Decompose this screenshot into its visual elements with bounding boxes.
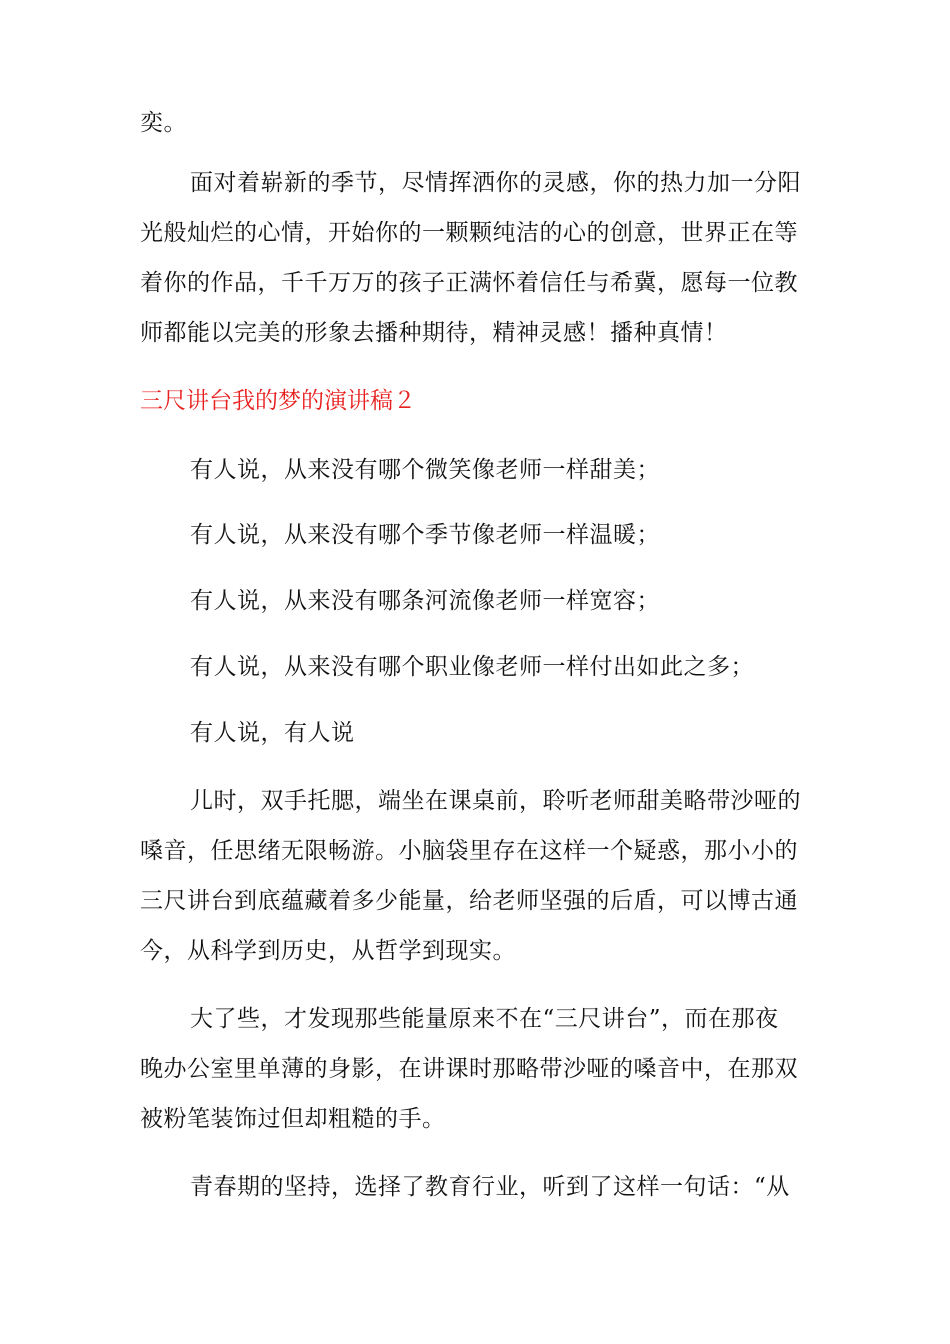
paragraph-line: 面对着崭新的季节，尽情挥洒你的灵感，你的热力加一分阳: [190, 170, 801, 196]
paragraph-line: 有人说，从来没有哪个季节像老师一样温暖；: [190, 522, 660, 548]
paragraph-line: 有人说，从来没有哪条河流像老师一样宽容；: [190, 588, 660, 614]
paragraph-line: 三尺讲台到底蕴藏着多少能量，给老师坚强的后盾，可以博古通: [140, 888, 798, 914]
section-heading: 三尺讲台我的梦的演讲稿２: [140, 388, 416, 414]
paragraph-line: 儿时，双手托腮，端坐在课桌前，聆听老师甜美略带沙哑的: [190, 788, 801, 814]
paragraph-line: 青春期的坚持，选择了教育行业，听到了这样一句话：“从: [190, 1174, 790, 1200]
paragraph-line: 着你的作品，千千万万的孩子正满怀着信任与希冀，愿每一位教: [140, 270, 798, 296]
paragraph-line: 今，从科学到历史，从哲学到现实。: [140, 938, 516, 964]
paragraph-line: 嗓音，任思绪无限畅游。小脑袋里存在这样一个疑惑，那小小的: [140, 838, 798, 864]
paragraph-line: 被粉笔装饰过但却粗糙的手。: [140, 1106, 446, 1132]
paragraph-line: 有人说，有人说: [190, 720, 355, 746]
paragraph-line: 光般灿烂的心情，开始你的一颗颗纯洁的心的创意，世界正在等: [140, 220, 798, 246]
paragraph-line: 奕。: [140, 110, 187, 136]
paragraph-line: 晚办公室里单薄的身影，在讲课时那略带沙哑的嗓音中，在那双: [140, 1056, 798, 1082]
paragraph-line: 大了些，才发现那些能量原来不在“三尺讲台”，而在那夜: [190, 1006, 779, 1032]
paragraph-line: 有人说，从来没有哪个微笑像老师一样甜美；: [190, 457, 660, 483]
paragraph-line: 有人说，从来没有哪个职业像老师一样付出如此之多；: [190, 654, 754, 680]
paragraph-line: 师都能以完美的形象去播种期待，精神灵感！播种真情！: [140, 320, 728, 346]
